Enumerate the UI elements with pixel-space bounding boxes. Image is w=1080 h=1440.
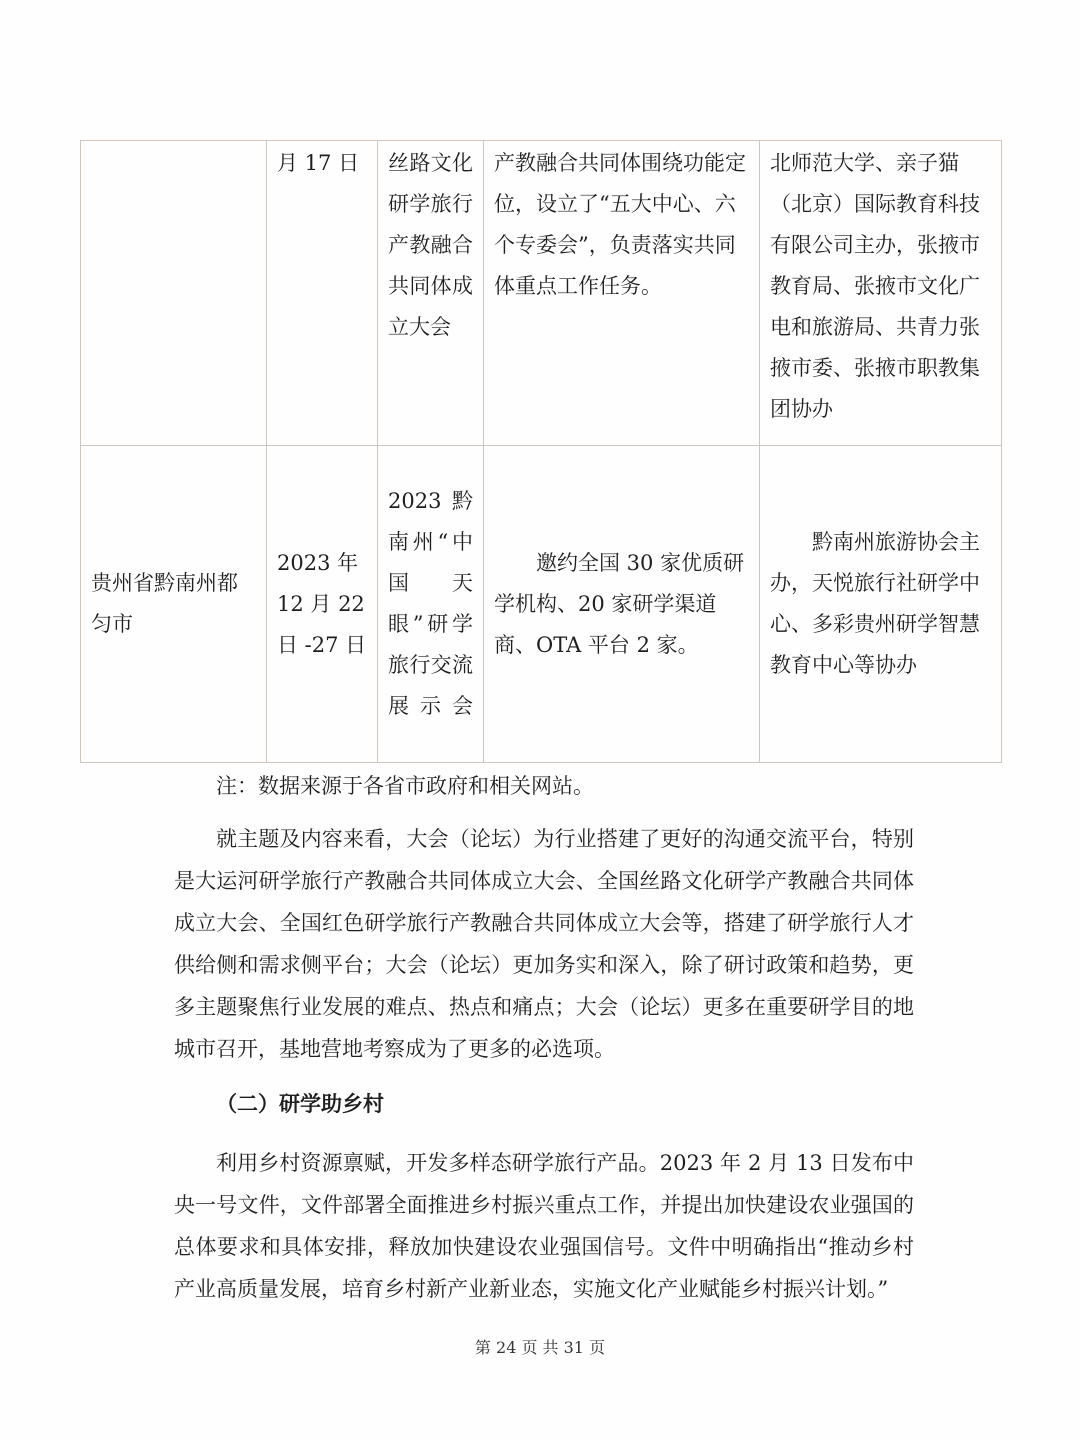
section-heading: （二）研学助乡村	[216, 1091, 384, 1116]
body-paragraph: 利用乡村资源禀赋，开发多样态研学旅行产品。2023 年 2 月 13 日发布中央一号文件，文件部署全面推进乡村振兴重点工作，并提出加快建设农业强国的总体要求和具体安排，释放加快建设农业强国信号。文件中明确指出“推动乡村产业高质量发展，培育乡村新产业新业态，实施文化产业赋能乡村振兴计划。”	[174, 1151, 914, 1301]
organizer-cell: 黔南州旅游协会主办，天悦旅行社研学中心、多彩贵州研学智慧教育中心等协办	[760, 446, 1002, 763]
table-row	[81, 141, 1002, 446]
location-cell: 贵州省黔南州都匀市	[81, 446, 267, 763]
body-paragraph: 就主题及内容来看，大会（论坛）为行业搭建了更好的沟通交流平台，特别是大运河研学旅行产教融合共同体成立大会、全国丝路文化研学产教融合共同体成立大会、全国红色研学旅行产教融合共同体成立大会等，搭建了研学旅行人才供给侧和需求侧平台；大会（论坛）更加务实和深入，除了研讨政策和趋势，更多主题聚焦行业发展的难点、热点和痛点；大会（论坛）更多在重要研学目的地城市召开，基地营地考察成为了更多的必选项。	[174, 827, 914, 1061]
location-cell	[81, 141, 267, 446]
content-cell: 产教融合共同体围绕功能定位，设立了“五大中心、六个专委会”，负责落实共同体重点工作任务。	[484, 141, 760, 446]
date-cell: 2023 年 12 月 22 日 -27 日	[267, 446, 378, 763]
organizer-cell: 北师范大学、亲子猫（北京）国际教育科技有限公司主办，张掖市教育局、张掖市文化广电和旅游局、共青力张掖市委、张掖市职教集团协办	[760, 141, 1002, 446]
page-number: 第 24 页 共 31 页	[474, 1338, 606, 1357]
event-cell: 2023 黔南州“中国天眼”研学旅行交流展示会	[378, 446, 484, 763]
table-row	[81, 446, 1002, 763]
content-cell: 邀约全国 30 家优质研学机构、20 家研学渠道商、OTA 平台 2 家。	[484, 446, 760, 763]
event-cell: 丝路文化研学旅行产教融合共同体成立大会	[378, 141, 484, 446]
events-table	[80, 140, 1002, 763]
date-cell: 月 17 日	[267, 141, 378, 446]
table-note: 注：数据来源于各省市政府和相关网站。	[216, 774, 594, 798]
